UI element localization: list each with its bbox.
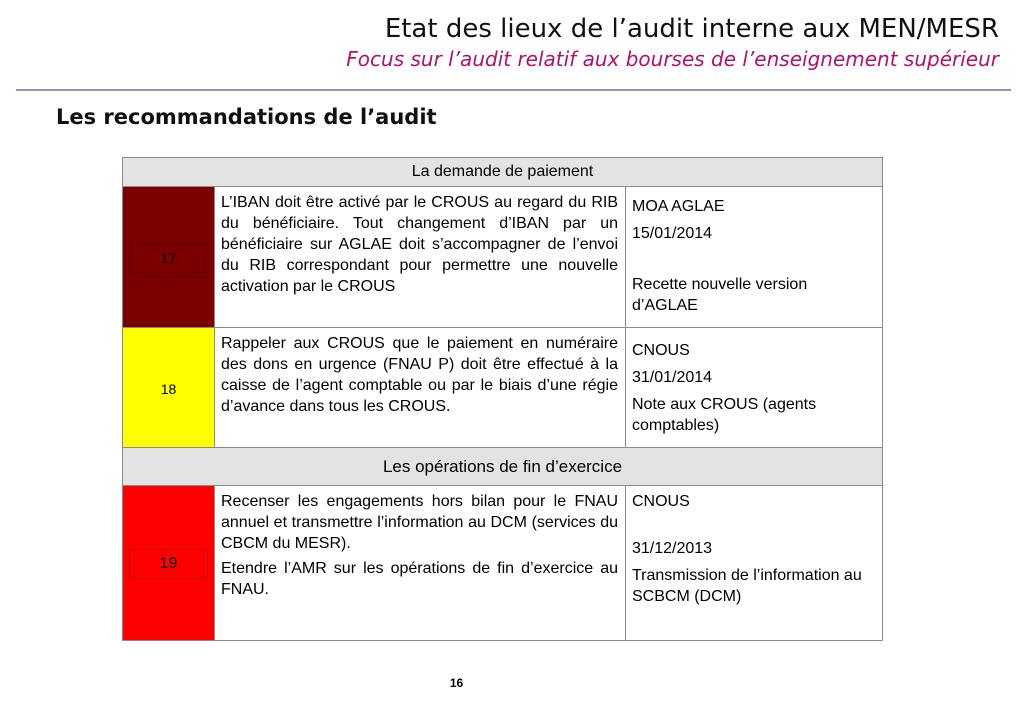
owner: MOA AGLAE <box>632 198 725 215</box>
table-row <box>123 186 882 327</box>
recommendation-text-cell <box>215 486 626 640</box>
page-number: 16 <box>449 676 464 690</box>
due-date: 31/01/2014 <box>632 369 713 386</box>
recommendation-text-cell <box>215 187 626 327</box>
header-divider <box>16 89 1011 91</box>
owner: CNOUS <box>632 493 690 510</box>
slide-subtitle: Focus sur l’audit relatif aux bourses de l’enseignement supérieur <box>346 47 999 71</box>
recommendation-number: 18 <box>160 380 177 397</box>
recommendation-number-cell <box>123 486 215 640</box>
recommendation-text: Recenser les engagements hors bilan pour le FNAU annuel et transmettre l’information au DCM (services du CBCM du MESR). <box>221 493 618 552</box>
responsibility-cell <box>626 328 882 447</box>
recommendation-text-cell <box>215 328 626 447</box>
deliverable: Recette nouvelle version d’AGLAE <box>632 276 808 314</box>
deliverable: Transmission de l’information au SCBCM (DCM) <box>632 567 862 605</box>
slide-title: Etat des lieux de l’audit interne aux MEN/MESR <box>384 14 999 44</box>
table-row <box>123 485 882 640</box>
due-date: 31/12/2013 <box>632 540 713 557</box>
recommendation-number-cell <box>123 328 215 447</box>
table-row <box>123 327 882 447</box>
recommendation-text: Rappeler aux CROUS que le paiement en numéraire des dons en urgence (FNAU P) doit être effectué à la caisse de l’agent comptable ou par le biais d’une régie d’avance dans tous les CROUS. <box>221 335 618 415</box>
band-label: Les opérations de fin d’exercice <box>382 457 623 476</box>
due-date: 15/01/2014 <box>632 225 713 242</box>
owner: CNOUS <box>632 342 690 359</box>
deliverable: Note aux CROUS (agents comptables) <box>632 396 817 434</box>
recommendation-number-cell <box>123 187 215 327</box>
recommendation-number: 17 <box>129 243 208 273</box>
responsibility-cell <box>626 187 882 327</box>
responsibility-cell <box>626 486 882 640</box>
recommendation-text: Etendre l’AMR sur les opérations de fin d’exercice au FNAU. <box>221 560 618 598</box>
band-label: La demande de paiement <box>411 163 594 180</box>
recommendations-table <box>122 157 883 641</box>
slide-header <box>346 12 999 72</box>
table-band-payment-request <box>123 158 882 186</box>
recommendation-number: 19 <box>129 549 208 579</box>
section-title: Les recommandations de l’audit <box>56 105 437 129</box>
recommendation-text: L’IBAN doit être activé par le CROUS au regard du RIB du bénéficiaire. Tout changement d’IBAN par un bénéficiaire sur AGLAE doit s’accompagner de l’envoi du RIB correspondant pour permettre une nouvelle activation par le CROUS <box>221 194 618 295</box>
table-band-year-end-operations <box>123 447 882 485</box>
